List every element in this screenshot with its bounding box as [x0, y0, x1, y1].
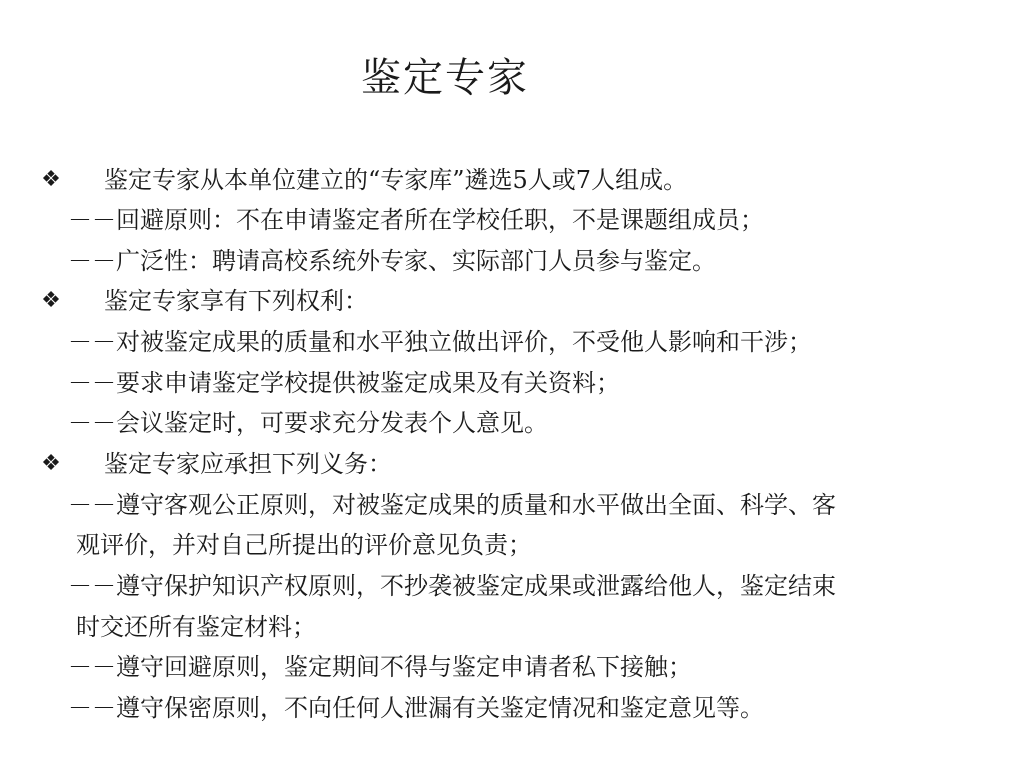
diamond-bullet-icon: ❖ — [41, 288, 61, 313]
section3-heading: 鉴定专家应承担下列义务： — [104, 450, 392, 478]
section3-item: －－遵守回避原则，鉴定期间不得与鉴定申请者私下接触； — [68, 653, 692, 681]
section3-item-continuation: 观评价，并对自己所提出的评价意见负责； — [76, 531, 532, 559]
section1-item: －－回避原则：不在申请鉴定者所在学校任职，不是课题组成员； — [68, 206, 764, 234]
section1-item: －－广泛性：聘请高校系统外专家、实际部门人员参与鉴定。 — [68, 247, 716, 275]
section2-item: －－对被鉴定成果的质量和水平独立做出评价，不受他人影响和干涉； — [68, 328, 812, 356]
section3-item: －－遵守客观公正原则，对被鉴定成果的质量和水平做出全面、科学、客 — [68, 491, 836, 519]
section2-item: －－会议鉴定时，可要求充分发表个人意见。 — [68, 409, 548, 437]
section3-item: －－遵守保密原则，不向任何人泄漏有关鉴定情况和鉴定意见等。 — [68, 694, 764, 722]
section3-item: －－遵守保护知识产权原则，不抄袭被鉴定成果或泄露给他人，鉴定结束 — [68, 572, 836, 600]
section2-heading: 鉴定专家享有下列权利： — [104, 287, 368, 315]
diamond-bullet-icon: ❖ — [41, 451, 61, 476]
section2-item: －－要求申请鉴定学校提供被鉴定成果及有关资料； — [68, 369, 620, 397]
section1-heading: 鉴定专家从本单位建立的“专家库”遴选5人或7人组成。 — [104, 166, 688, 194]
diamond-bullet-icon: ❖ — [41, 167, 61, 192]
section3-item-continuation: 时交还所有鉴定材料； — [76, 613, 316, 641]
page-title: 鉴定专家 — [361, 55, 529, 101]
